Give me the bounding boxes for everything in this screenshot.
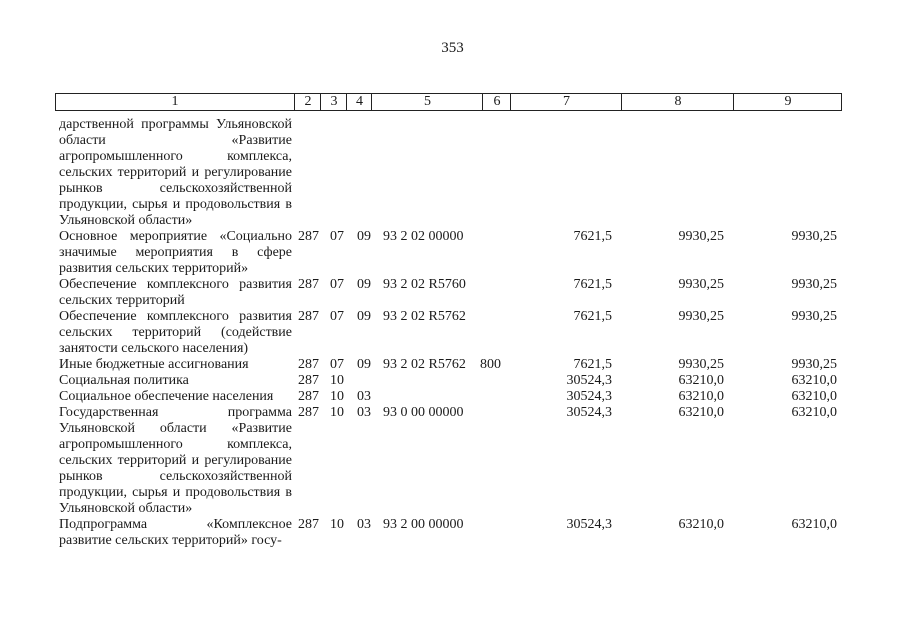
table-row <box>0 373 905 389</box>
header-col-5: 5 <box>371 94 483 110</box>
row-value-col7: 7621,5 <box>573 277 612 292</box>
table-row <box>0 117 905 229</box>
row-name: Обеспечение комплексного развития сельских территорий (содействие занятости сельского населения) <box>59 309 292 356</box>
header-col-6: 6 <box>482 94 511 110</box>
table-row <box>0 357 905 373</box>
row-value-col8: 9930,25 <box>678 309 724 324</box>
row-subsection: 03 <box>357 517 371 532</box>
row-value-col9: 63210,0 <box>791 405 837 420</box>
table-row <box>0 517 905 549</box>
row-value-col8: 63210,0 <box>678 517 724 532</box>
header-col-1: 1 <box>171 94 179 109</box>
row-ministry: 287 <box>298 309 319 324</box>
row-ministry: 287 <box>298 229 319 244</box>
row-section: 07 <box>330 229 344 244</box>
row-value-col7: 30524,3 <box>566 389 612 404</box>
row-section: 07 <box>330 309 344 324</box>
row-value-col7: 7621,5 <box>573 229 612 244</box>
row-name: Иные бюджетные ассигнования <box>59 357 249 372</box>
header-col-9: 9 <box>733 94 842 110</box>
row-section: 07 <box>330 277 344 292</box>
row-value-col7: 30524,3 <box>566 405 612 420</box>
row-target-article: 93 2 02 R5760 <box>383 277 466 292</box>
row-ministry: 287 <box>298 517 319 532</box>
row-value-col7: 30524,3 <box>566 373 612 388</box>
row-ministry: 287 <box>298 389 319 404</box>
table-row <box>0 405 905 517</box>
row-value-col8: 9930,25 <box>678 229 724 244</box>
header-col-3: 3 <box>320 94 347 110</box>
row-target-article: 93 2 02 R5762 <box>383 357 466 372</box>
row-ministry: 287 <box>298 405 319 420</box>
table-row <box>0 309 905 357</box>
row-target-article: 93 0 00 00000 <box>383 405 464 420</box>
row-name: Обеспечение комплексного развития сельских территорий <box>59 277 292 308</box>
table-body <box>0 117 905 549</box>
row-subsection: 09 <box>357 309 371 324</box>
row-subsection: 03 <box>357 405 371 420</box>
row-value-col9: 9930,25 <box>791 229 837 244</box>
table-row <box>0 389 905 405</box>
row-target-article: 93 2 02 R5762 <box>383 309 466 324</box>
row-ministry: 287 <box>298 277 319 292</box>
header-col-4: 4 <box>346 94 372 110</box>
row-value-col9: 63210,0 <box>791 373 837 388</box>
row-subsection: 09 <box>357 229 371 244</box>
row-value-col9: 63210,0 <box>791 389 837 404</box>
row-name: Государственная программа Ульяновской области «Развитие агропромышленного комплекса, сельских территорий и регулирование рынков сельскохозяйственной продукции, сырья и продовольствия в Ульяновской области» <box>59 405 292 516</box>
row-name: Подпрограмма «Комплексное развитие сельских территорий» госу- <box>59 517 292 548</box>
row-target-article: 93 2 00 00000 <box>383 517 464 532</box>
table-row <box>0 277 905 309</box>
row-subsection: 03 <box>357 389 371 404</box>
row-name: Основное мероприятие «Социально значимые мероприятия в сфере развития сельских территорий» <box>59 229 292 276</box>
row-section: 10 <box>330 517 344 532</box>
row-section: 07 <box>330 357 344 372</box>
row-section: 10 <box>330 373 344 388</box>
row-value-col8: 63210,0 <box>678 373 724 388</box>
row-value-col7: 7621,5 <box>573 357 612 372</box>
table-header <box>55 93 842 111</box>
header-col-7: 7 <box>510 94 622 110</box>
row-section: 10 <box>330 389 344 404</box>
row-value-col7: 30524,3 <box>566 517 612 532</box>
row-name: Социальное обеспечение населения <box>59 389 274 404</box>
row-ministry: 287 <box>298 357 319 372</box>
row-name: Социальная политика <box>59 373 189 388</box>
row-expense-type: 800 <box>480 357 501 372</box>
page-number: 353 <box>441 40 464 56</box>
row-subsection: 09 <box>357 277 371 292</box>
row-value-col9: 9930,25 <box>791 309 837 324</box>
row-value-col8: 9930,25 <box>678 357 724 372</box>
header-col-2: 2 <box>294 94 321 110</box>
row-value-col7: 7621,5 <box>573 309 612 324</box>
row-value-col8: 9930,25 <box>678 277 724 292</box>
row-value-col8: 63210,0 <box>678 405 724 420</box>
row-value-col9: 63210,0 <box>791 517 837 532</box>
table-row <box>0 229 905 277</box>
row-target-article: 93 2 02 00000 <box>383 229 464 244</box>
row-ministry: 287 <box>298 373 319 388</box>
row-value-col9: 9930,25 <box>791 277 837 292</box>
row-value-col8: 63210,0 <box>678 389 724 404</box>
row-value-col9: 9930,25 <box>791 357 837 372</box>
row-section: 10 <box>330 405 344 420</box>
row-subsection: 09 <box>357 357 371 372</box>
row-name: дарственной программы Ульяновской области «Развитие агропромышленного комплекса, сельских территорий и регулирование рынков сельскохозяйственной продукции, сырья и продовольствия в Ульяновской области» <box>59 117 292 228</box>
header-col-8: 8 <box>621 94 734 110</box>
